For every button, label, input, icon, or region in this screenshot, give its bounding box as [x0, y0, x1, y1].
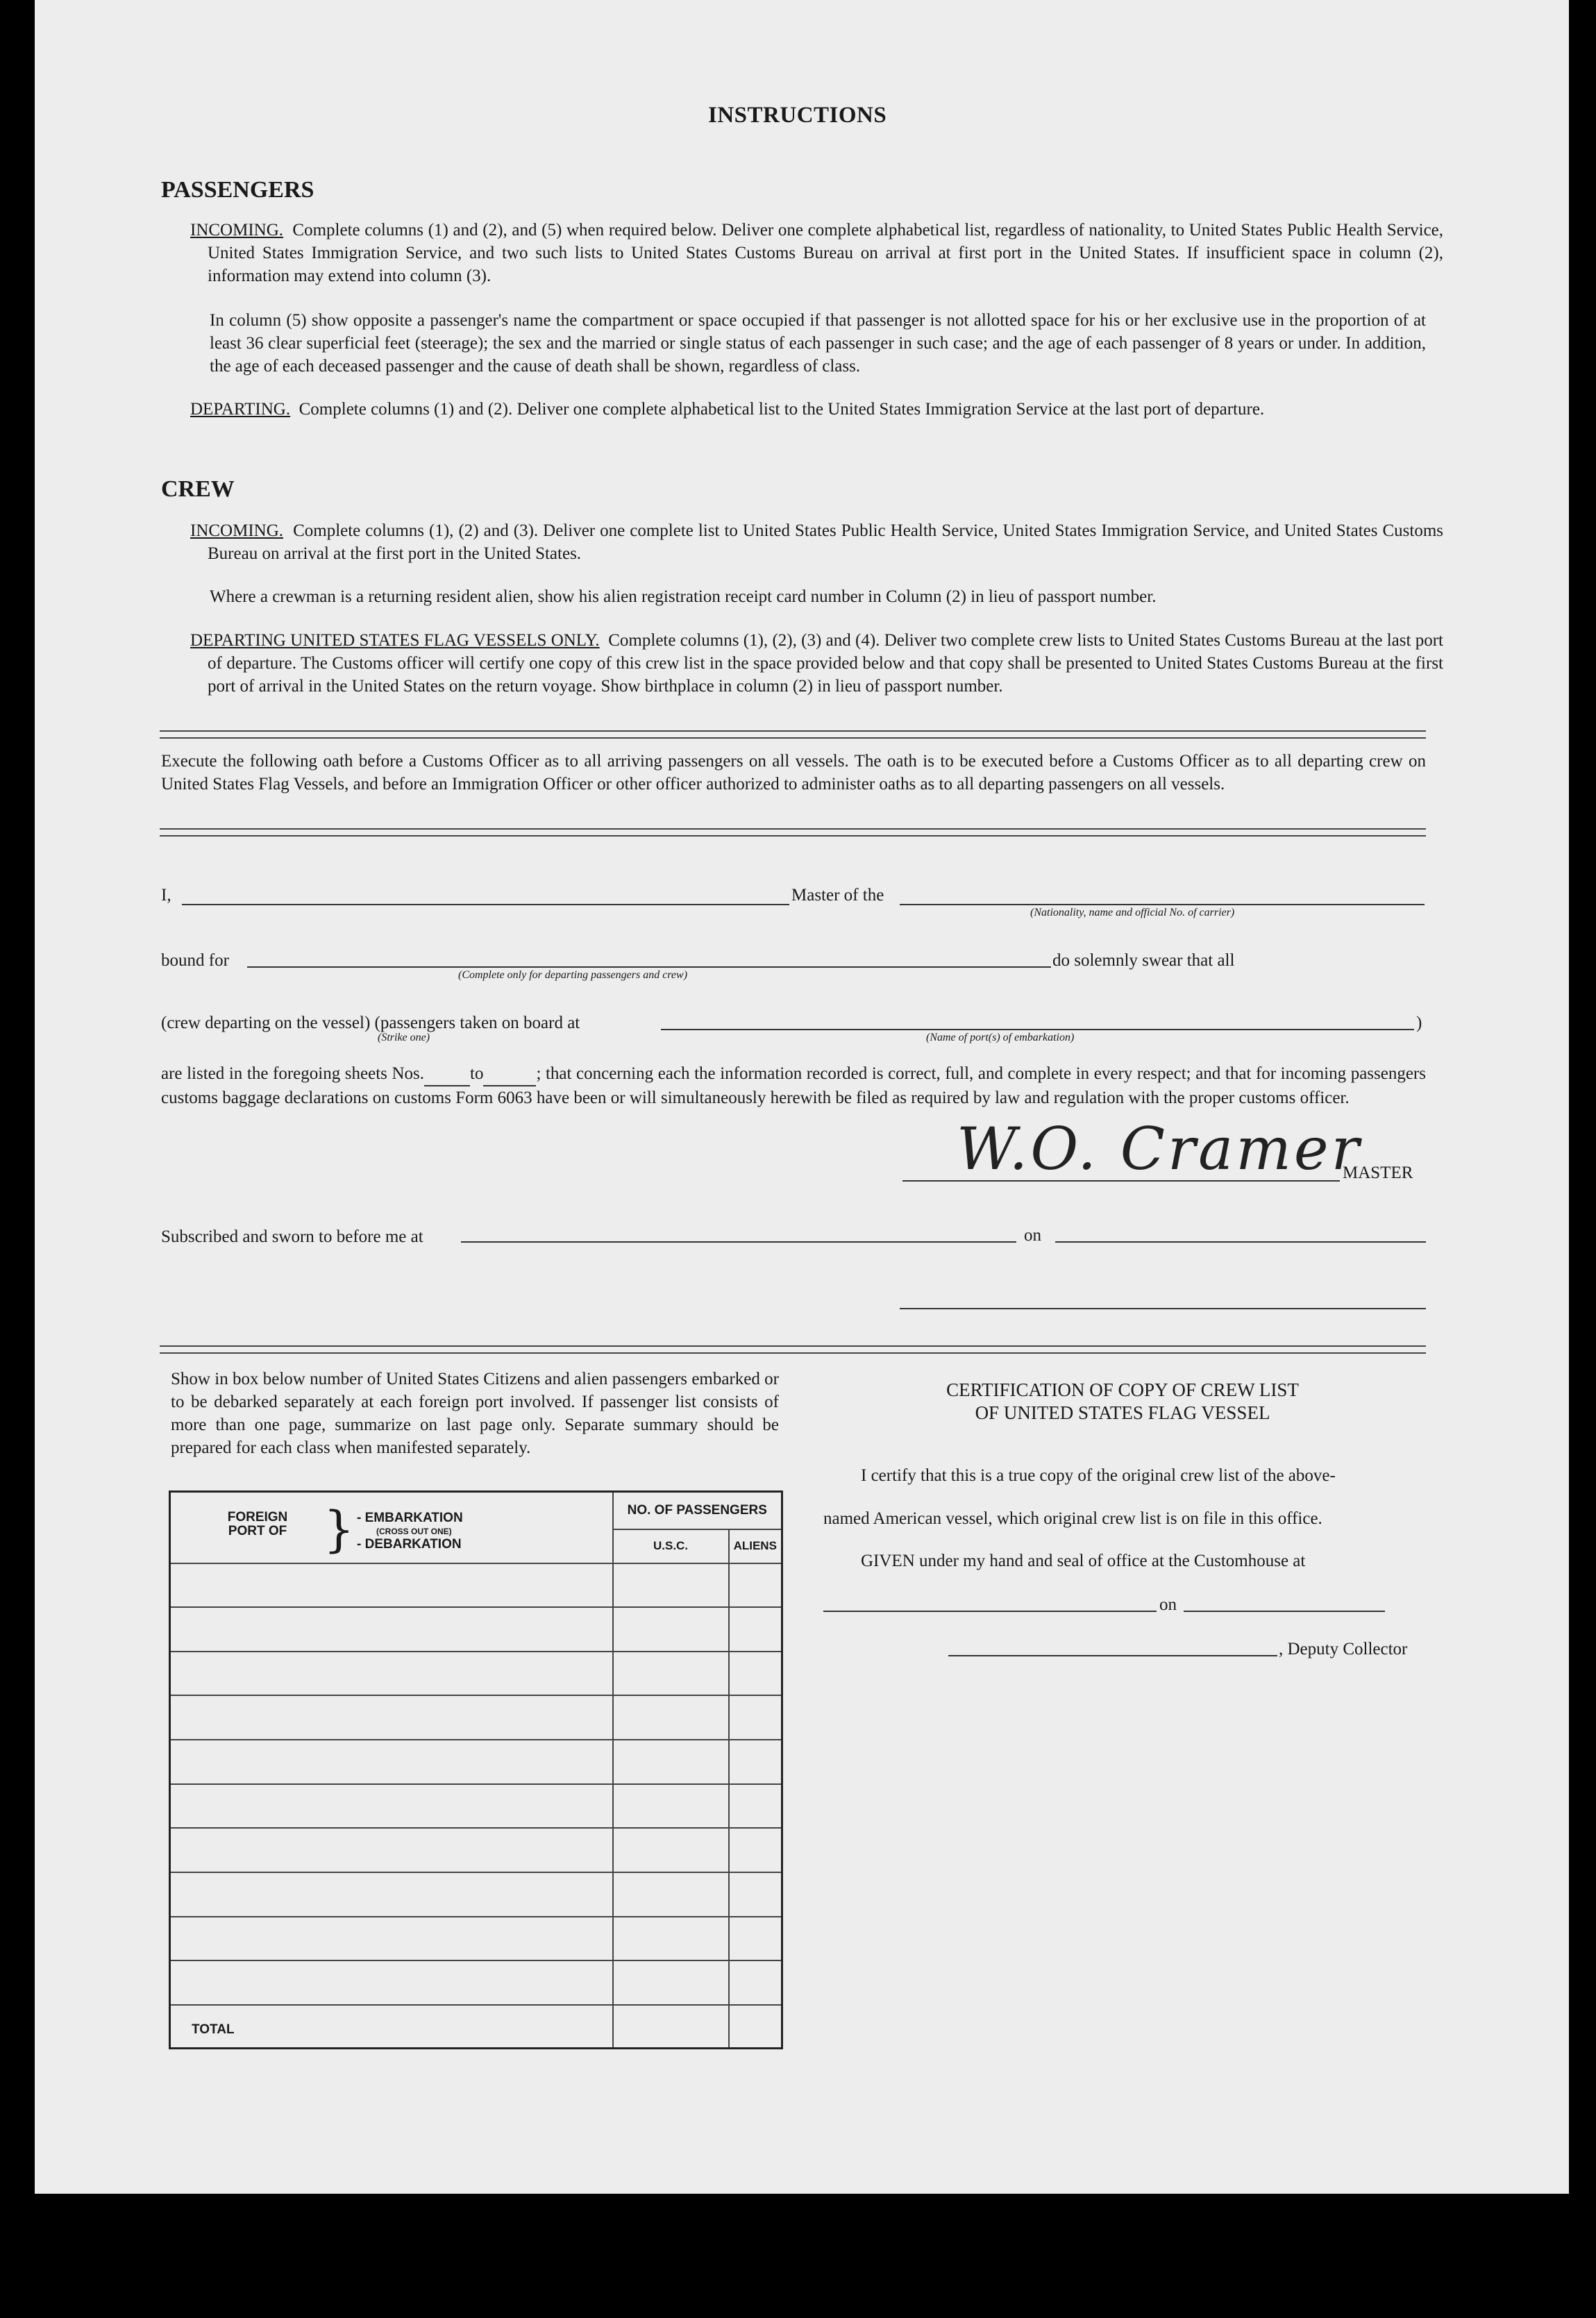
deputy-collector-label: , Deputy Collector [1279, 1640, 1408, 1658]
port-cell[interactable] [170, 1740, 613, 1784]
port-cell[interactable] [170, 1960, 613, 2005]
subscribed-place-line[interactable] [461, 1241, 1016, 1243]
usc-header: U.S.C. [613, 1529, 729, 1563]
certification-title-line1: CERTIFICATION OF COPY OF CREW LIST [946, 1379, 1299, 1400]
sheet-to-line[interactable] [483, 1062, 536, 1086]
passengers-departing-paragraph [190, 398, 1443, 421]
passengers-departing-text: Complete columns (1) and (2). Deliver one complete alphabetical list to the United States Immigration Service at the last port of departure. [299, 400, 1265, 419]
aliens-cell[interactable] [729, 1652, 782, 1696]
listed-text-a: are listed in the foregoing sheets Nos. [161, 1064, 424, 1083]
certification-title-line2: OF UNITED STATES FLAG VESSEL [975, 1402, 1270, 1423]
master-label: MASTER [1343, 1164, 1413, 1182]
crew-departing-label: (crew departing on the vessel) (passengers taken on board at [161, 1014, 580, 1032]
subscribed-date-line[interactable] [1055, 1241, 1426, 1243]
no-of-passengers-header: NO. OF PASSENGERS [613, 1492, 782, 1530]
port-cell[interactable] [170, 1563, 613, 1608]
usc-cell[interactable] [613, 1872, 729, 1917]
passengers-heading: PASSENGERS [161, 177, 314, 203]
page-title: INSTRUCTIONS [708, 103, 887, 128]
listed-text-b: ; that concerning each the information recorded is correct, full, and complete in every respect; and that for incoming passengers customs baggage declarations on customs Form 6063 have been or will simultaneously herewith be filed as required by law and regulation with the proper customs officer. [161, 1064, 1426, 1107]
passengers-column5-paragraph: In column (5) show opposite a passenger's name the compartment or space occupied if that passenger is not allotted space for his or her exclusive use in the proportion of at least 36 clear superficial feet (steerage); the sex and the married or single status of each passenger in such case; and the age of each passenger of 8 years or under. In addition, the age of each deceased passenger and the cause of death shall be shown, regardless of class. [210, 311, 1426, 376]
aliens-cell[interactable] [729, 1917, 782, 1961]
carrier-caption: (Nationality, name and official No. of carrier) [1030, 907, 1235, 918]
certification-on-label: on [1159, 1595, 1177, 1614]
port-cell[interactable] [170, 1784, 613, 1829]
customhouse-place-line[interactable] [823, 1611, 1157, 1612]
oath-instruction-paragraph: Execute the following oath before a Customs Officer as to all arriving passengers on all vessels. The oath is to be executed before a Customs Officer as to all departing crew on United States Flag Vessels, and before an Immigration Officer or other officer authorized to administer oaths as to all departing passengers on all vessels. [161, 752, 1426, 793]
aliens-cell[interactable] [729, 1872, 782, 1917]
aliens-cell[interactable] [729, 1828, 782, 1872]
usc-cell[interactable] [613, 1784, 729, 1829]
master-name-line[interactable] [182, 904, 789, 905]
crew-incoming-text: Complete columns (1), (2) and (3). Deliver one complete list to United States Public Health Service, United States Immigration Service, and United States Customs Bureau on arrival at the first port in the United States. [208, 521, 1444, 563]
certification-date-line[interactable] [1184, 1611, 1385, 1612]
sheet-from-line[interactable] [424, 1062, 470, 1086]
strike-one-caption: (Strike one) [378, 1032, 430, 1043]
signature-line[interactable] [902, 1180, 1340, 1182]
crew-incoming-label: INCOMING. [190, 521, 284, 540]
foreign-port-header [170, 1492, 613, 1563]
usc-cell[interactable] [613, 1652, 729, 1696]
ports-summary-table [169, 1490, 783, 2049]
section-divider [160, 730, 1426, 739]
bound-for-label: bound for [161, 951, 229, 970]
given-line: GIVEN under my hand and seal of office at the Customhouse at [861, 1552, 1306, 1570]
officer-signature-line[interactable] [900, 1308, 1426, 1309]
subscribed-label: Subscribed and sworn to before me at [161, 1227, 423, 1246]
port-cell[interactable] [170, 1828, 613, 1872]
aliens-cell[interactable] [729, 1960, 782, 2005]
carrier-line[interactable] [900, 904, 1425, 905]
passengers-departing-label: DEPARTING. [190, 400, 291, 419]
passengers-incoming-text: Complete columns (1) and (2), and (5) when required below. Deliver one complete alphabetical list, regardless of nationality, to United States Public Health Service, United States Immigration Service, and two such lists to United States Customs Bureau on arrival at first port in the United States. If insufficient space in column (2), information may extend into column (3). [208, 221, 1444, 285]
master-of-the-label: Master of the [791, 886, 884, 905]
certify-line1: I certify that this is a true copy of the original crew list of the above- [861, 1466, 1336, 1485]
crew-resident-paragraph: Where a crewman is a returning resident alien, show his alien registration receipt card number in Column (2) in lieu of passport number. [210, 587, 1157, 606]
master-signature: W.O. Cramer [957, 1115, 1362, 1183]
aliens-cell[interactable] [729, 1695, 782, 1740]
foreign-port-of-label: FOREIGN PORT OF [227, 1510, 288, 1538]
close-paren: ) [1416, 1014, 1422, 1032]
usc-cell[interactable] [613, 1740, 729, 1784]
total-row-label: TOTAL [170, 2005, 613, 2049]
aliens-cell[interactable] [729, 1563, 782, 1608]
ports-embarkation-line[interactable] [661, 1029, 1414, 1030]
swear-label: do solemnly swear that all [1052, 951, 1235, 970]
subscribed-on-label: on [1024, 1226, 1041, 1245]
section-divider [160, 828, 1426, 837]
deputy-collector-line[interactable] [948, 1655, 1277, 1656]
usc-cell[interactable] [613, 1563, 729, 1608]
summary-instructions: Show in box below number of United States Citizens and alien passengers embarked or to be debarked separately at each foreign port involved. If passenger list consists of more than one page, summarize on last page only. Separate summary should be prepared for each class when manifested separately. [171, 1370, 779, 1457]
crew-heading: CREW [161, 476, 235, 502]
certification-title [819, 1379, 1426, 1425]
total-aliens-cell[interactable] [729, 2005, 782, 2049]
crew-departing-label: DEPARTING UNITED STATES FLAG VESSELS ONLY. [190, 631, 600, 650]
brace-icon: } [324, 1501, 355, 1558]
listed-to: to [470, 1064, 484, 1083]
aliens-cell[interactable] [729, 1607, 782, 1652]
certify-line2: named American vessel, which original crew list is on file in this office. [823, 1509, 1322, 1528]
aliens-cell[interactable] [729, 1784, 782, 1829]
crew-incoming-paragraph [190, 519, 1443, 565]
bound-for-line[interactable] [247, 966, 1051, 968]
usc-cell[interactable] [613, 1695, 729, 1740]
embarkation-label: - EMBARKATION [357, 1511, 463, 1525]
port-cell[interactable] [170, 1695, 613, 1740]
ports-caption: (Name of port(s) of embarkation) [926, 1032, 1075, 1043]
oath-i-label: I, [161, 886, 171, 905]
usc-cell[interactable] [613, 1607, 729, 1652]
bound-for-caption: (Complete only for departing passengers and crew) [458, 969, 688, 981]
port-cell[interactable] [170, 1917, 613, 1961]
listed-paragraph [161, 1062, 1426, 1109]
usc-cell[interactable] [613, 1917, 729, 1961]
passengers-incoming-label: INCOMING. [190, 221, 284, 240]
crew-departing-text: Complete columns (1), (2), (3) and (4). Deliver two complete crew lists to United States Customs Bureau at the last port of departure. The Customs officer will certify one copy of this crew list in the space provided below and that copy shall be presented to United States Customs Bureau at the first port of arrival in the United States on the return voyage. Show birthplace in column (2) in lieu of passport number. [208, 631, 1443, 696]
port-cell[interactable] [170, 1607, 613, 1652]
aliens-header: ALIENS [729, 1529, 782, 1563]
port-cell[interactable] [170, 1872, 613, 1917]
crew-departing-paragraph [190, 629, 1443, 698]
usc-cell[interactable] [613, 1828, 729, 1872]
aliens-cell[interactable] [729, 1740, 782, 1784]
port-cell[interactable] [170, 1652, 613, 1696]
usc-cell[interactable] [613, 1960, 729, 2005]
cross-out-label: (CROSS OUT ONE) [376, 1527, 452, 1536]
debarkation-label: - DEBARKATION [357, 1537, 462, 1552]
passengers-incoming-paragraph [190, 219, 1443, 287]
total-usc-cell[interactable] [613, 2005, 729, 2049]
section-divider [160, 1345, 1426, 1354]
